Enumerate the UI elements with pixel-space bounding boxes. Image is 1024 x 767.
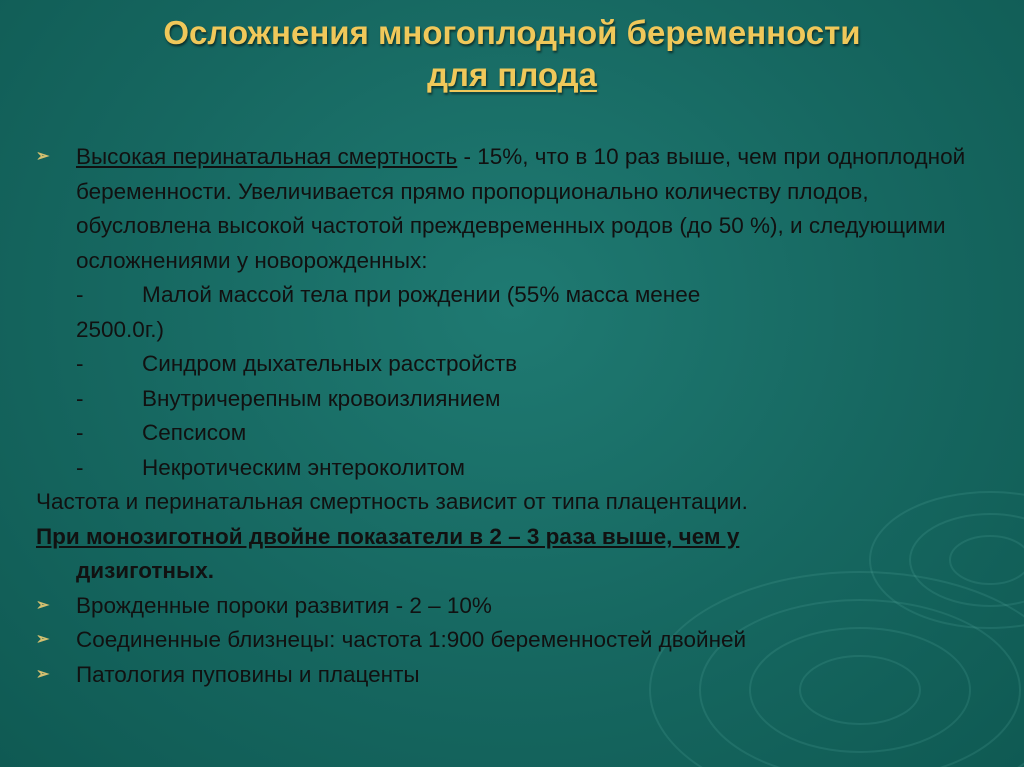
sub-item-text: Сепсисом	[142, 420, 247, 445]
sub-item-dash: -	[76, 282, 84, 307]
title-line-1: Осложнения многоплодной беременности	[163, 14, 861, 51]
monozygotic-line-2: дизиготных.	[76, 558, 214, 583]
bullet-umbilical-pathology	[36, 658, 996, 693]
arrow-bullet-icon: ➢	[36, 148, 50, 165]
arrow-bullet-icon: ➢	[36, 596, 50, 614]
bullet-underlined-text: Высокая перинатальная смертность	[76, 144, 458, 169]
bullet-malformations	[36, 589, 996, 624]
sub-item-dash: -	[76, 385, 84, 411]
monozygotic-line-1: При монозиготной двойне показатели в 2 – 3 раза выше, чем у	[36, 523, 740, 549]
sub-item-text: Малой массой тела при рождении (55% масса менее	[142, 282, 701, 307]
bullet-perinatal-mortality	[36, 140, 996, 485]
sub-item-text: 2500.0г.)	[76, 316, 165, 342]
bullet-text: Патология пуповины и плаценты	[76, 661, 420, 687]
sub-item	[76, 416, 996, 451]
sub-item	[76, 382, 996, 417]
bullet-text: Врожденные пороки развития - 2 – 10%	[76, 592, 492, 618]
bullet-text: - 15%, что в 10 раз выше, чем при одноплодной беременности. Увеличивается прямо пропорционально количеству плодов, обусловлена высокой частотой преждевременных родов (до 50 %), и следующими осложнениями у новорожденных:	[76, 144, 966, 273]
sub-item-dash: -	[76, 351, 84, 376]
sub-item-text: Внутричерепным кровоизлиянием	[142, 385, 501, 411]
bullet-text: Соединенные близнецы: частота 1:900 беременностей двойней	[76, 627, 747, 652]
arrow-bullet-icon: ➢	[36, 631, 50, 648]
arrow-bullet-icon: ➢	[36, 665, 50, 683]
placentation-paragraph: Частота и перинатальная смертность зависит от типа плацентации.	[36, 489, 748, 514]
sub-item-text: Некротическим энтероколитом	[142, 454, 465, 480]
sub-item-dash: -	[76, 420, 84, 445]
slide-content	[36, 140, 996, 692]
sub-item-dash: -	[76, 454, 84, 480]
slide-title	[0, 12, 1024, 96]
sub-item-text: Синдром дыхательных расстройств	[142, 351, 518, 376]
sub-item	[76, 313, 996, 348]
title-line-2: для плода	[427, 56, 597, 93]
sub-item	[76, 278, 996, 313]
sub-list	[76, 278, 996, 485]
bullet-conjoined-twins	[36, 623, 996, 658]
monozygotic-paragraph	[36, 520, 996, 589]
sub-item	[76, 347, 996, 382]
sub-item	[76, 451, 996, 486]
